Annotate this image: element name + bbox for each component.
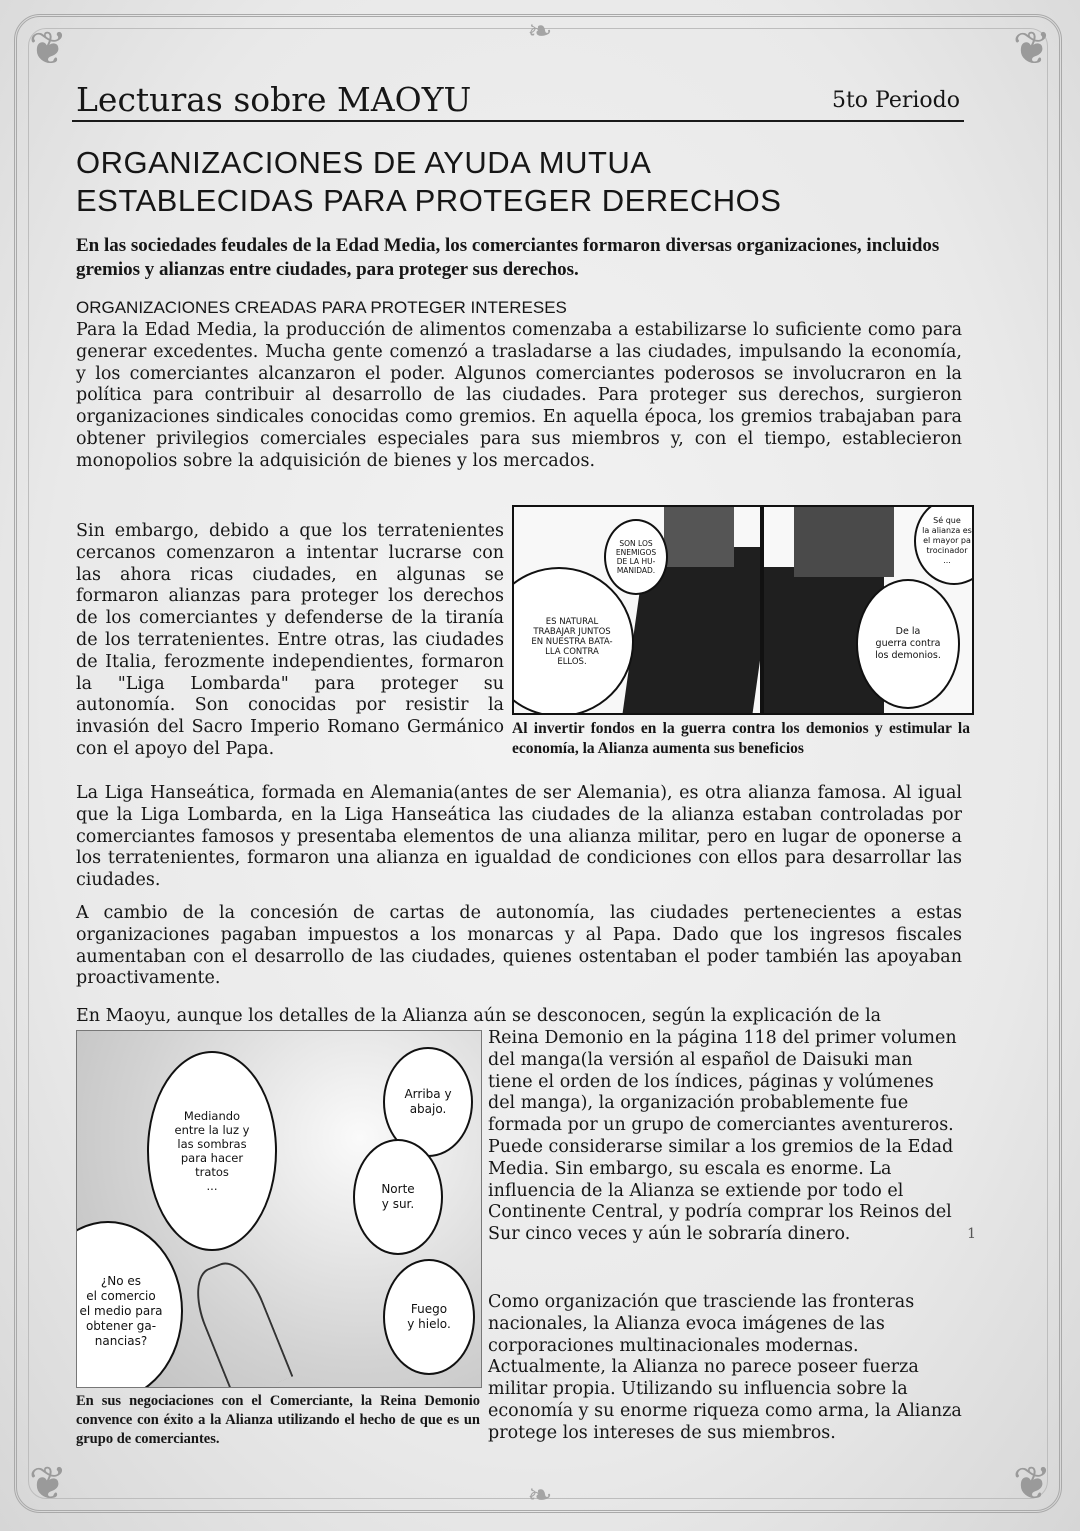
article-title-line: ORGANIZACIONES DE AYUDA MUTUA [76, 145, 652, 180]
section-subheading: ORGANIZACIONES CREADAS PARA PROTEGER INTERESES [76, 298, 567, 317]
speech-bubble: Mediando entre la luz y las sombras para hacer tratos ... [147, 1051, 277, 1251]
article-lead: En las sociedades feudales de la Edad Media, los comerciantes formaron diversas organizaciones, incluidos gremios y alianzas entre ciudades, para proteger sus derechos. [76, 235, 940, 280]
figure-2-caption: En sus negociaciones con el Comerciante, la Reina Demonio convence con éxito a la Alianza utilizando el hecho de que es un grupo de comerciantes. [76, 1393, 480, 1447]
top-ornament-icon: ❧ [527, 14, 553, 49]
article-title [76, 144, 976, 220]
publication-title: Lecturas sobre MAOYU [76, 80, 472, 119]
paragraph-3: La Liga Hanseática, formada en Alemania(antes de ser Alemania), es otra alianza famosa. Al igual que la Liga Lombarda, en la Liga Hanseática las ciudades de la alianza estaban controladas por comerciantes famosos y presentaba elementos de una alianza militar, pero en lugar de oponerse a los terratenientes, formaron una alianza en igualdad de condiciones con ellos para desarrollar las ciudades. [76, 783, 962, 891]
paragraph-6: Como organización que trasciende las fronteras nacionales, la Alianza evoca imágenes de las corporaciones multinacionales modernas. Actualmente, la Alianza no parece poseer fuerza militar propia. Utilizando su influencia sobre la economía y su enorme riqueza como arma, la Alianza protege los intereses de sus miembros. [488, 1292, 962, 1443]
manga-panel-right [762, 505, 974, 715]
bottom-ornament-icon: ❧ [527, 1478, 553, 1513]
speech-bubble: ES NATURAL TRABAJAR JUNTOS EN NUESTRA BATA- LLA CONTRA ELLOS. [512, 567, 634, 715]
speech-bubble: Arriba y abajo. [383, 1047, 473, 1157]
speech-bubble: ¿No es el comercio el medio para obtener ga- nancias? [76, 1221, 183, 1388]
hand-illustration [185, 1254, 294, 1388]
manga-panel-bottom [76, 1030, 482, 1388]
paragraph-5: Reina Demonio en la página 118 del primer volumen del manga(la versión al español de Daisuki man tiene el orden de los índices, páginas y volúmenes del manga), la organización probablemente fue formada por un grupo de comerciantes aventureros. Puede considerarse similar a los gremios de la Edad Media. Sin embargo, su escala es enorme. La influencia de la Alianza se extiende por todo el Continente Central, y podría comprar los Reinos del Sur cinco veces y aún le sobraría dinero. [488, 1028, 957, 1245]
speech-bubble: Sé que la alianza es el mayor pa trocinador ... [914, 505, 974, 585]
speech-bubble: Fuego y hielo. [383, 1259, 475, 1375]
corner-ornament-icon: ❦ [1012, 1456, 1052, 1510]
corner-ornament-icon: ❦ [28, 1456, 68, 1510]
page-number: 1 [967, 1226, 976, 1242]
corner-ornament-icon: ❦ [28, 21, 68, 75]
header-divider [72, 120, 964, 122]
figure-1-caption: Al invertir fondos en la guerra contra los demonios y estimular la economía, la Alianza aumenta sus beneficios [512, 720, 970, 757]
article-title-line: ESTABLECIDAS PARA PROTEGER DERECHOS [76, 183, 782, 218]
panel-art [794, 507, 894, 577]
corner-ornament-icon: ❦ [1012, 21, 1052, 75]
paragraph-4: A cambio de la concesión de cartas de autonomía, las ciudades pertenecientes a estas organizaciones pagaban impuestos a los monarcas y al Papa. Dado que los ingresos fiscales aumentaban con el desarrollo de las ciudades, quienes ostentaban el poder también las apoyaban proactivamente. [76, 903, 962, 989]
manga-panel-left [512, 505, 762, 715]
speech-bubble: De la guerra contra los demonios. [856, 579, 960, 709]
speech-bubble: Norte y sur. [353, 1139, 443, 1255]
paragraph-1: Para la Edad Media, la producción de alimentos comenzaba a estabilizarse lo suficiente como para generar excedentes. Mucha gente comenzó a trasladarse a las ciudades, impulsando la economía, y los comerciantes alcanzaron el poder. Algunos comerciantes poderosos se involucraron en la política para contribuir al desarrollo de las ciudades. Para proteger sus derechos, surgieron organizaciones sindicales conocidas como gremios. En aquella época, los gremios trabajaban para obtener privilegios comerciales especiales para sus miembros y, con el tiempo, establecieron monopolios sobre la adquisición de bienes y los mercados. [76, 320, 962, 471]
paragraph-2: Sin embargo, debido a que los terratenientes cercanos comenzaron a intentar lucrarse con las ahora ricas ciudades, en algunas se formaron alianzas para proteger los derechos de los comerciantes y defenderse de la tiranía de los terratenientes. Entre otras, las ciudades de Italia, ferozmente independientes, formaron la "Liga Lombarda" para proteger su autonomía. Son conocidas por resistir la invasión del Sacro Imperio Romano Germánico con el apoyo del Papa. [76, 521, 504, 759]
panel-art [664, 507, 734, 567]
speech-bubble: SON LOS ENEMIGOS DE LA HU- MANIDAD. [604, 519, 668, 595]
paragraph-5-first-line: En Maoyu, aunque los detalles de la Alianza aún se desconocen, según la explicación de la [76, 1006, 882, 1026]
period-label: 5to Periodo [831, 88, 960, 113]
